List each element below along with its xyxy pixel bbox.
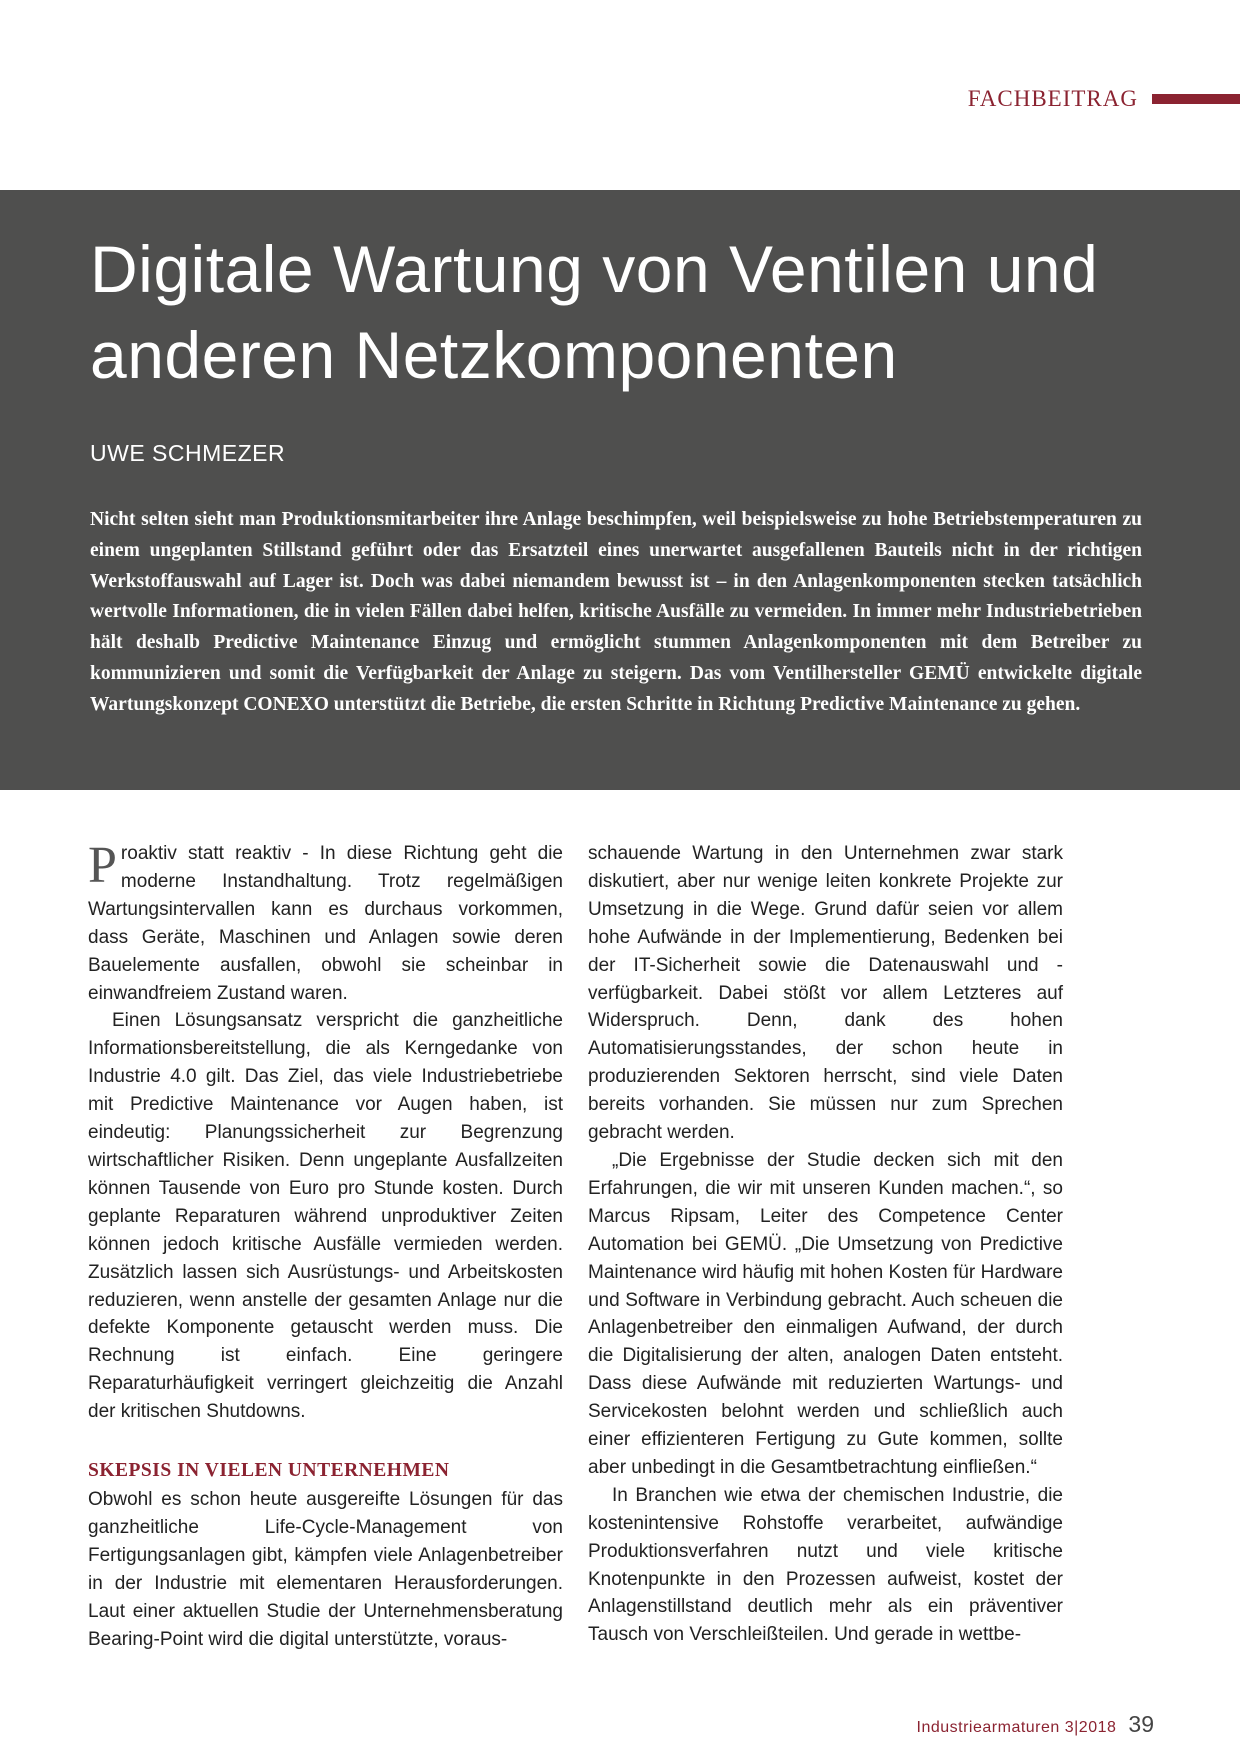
body-paragraph-1 [88, 837, 563, 1007]
page-footer [917, 1711, 1154, 1738]
magazine-issue: Industriearmaturen 3|2018 [916, 1719, 1117, 1736]
article-author: UWE SCHMEZER [90, 440, 286, 466]
section-tag [968, 84, 1240, 114]
body-paragraph-2: Einen Lösungsansatz verspricht die ganzheitliche Informationsbereitstellung, die als Kerngedanke von Industrie 4.0 gilt. Das Ziel, das viele Industriebetriebe mit Predictive Maintenance vor Augen haben, ist eindeutig: Planungssicherheit zur Begrenzung wirtschaftlicher Risiken. Denn ungeplante Ausfallzeiten können Tausende von Euro pro Stunde kosten. Durch geplante Reparaturen während unproduktiver Zeiten können jedoch kritische Ausfälle vermieden werden. Zusätzlich lassen sich Ausrüstungs- und Arbeitskosten reduzieren, wenn anstelle der gesamten Anlage nur die defekte Komponente getauscht werden muss. Die Rechnung ist einfach. Eine geringere Reparaturhäufigkeit verringert gleichzeitig die Anzahl der kritischen Shutdowns. [88, 1010, 563, 1423]
page-number: 39 [1128, 1711, 1154, 1737]
section-accent-bar [1152, 94, 1240, 104]
article-title: Digitale Wartung von Ventilen und anderen Netzkomponenten [90, 232, 1099, 392]
body-paragraph-5: „Die Ergebnisse der Studie decken sich mit den Erfahrungen, die wir mit unseren Kunden machen.“, so Marcus Ripsam, Leiter des Competence Center Automation bei GEMÜ. „Die Umsetzung von Predictive Maintenance wird häufig mit hohen Kosten für Hardware und Software in Verbindung gebracht. Auch scheuen die Anlagenbetreiber den einmaligen Aufwand, der durch die Digitalisierung der alten, analogen Daten entsteht. Dass diese Aufwände mit reduzierten Wartungs- und Servicekosten belohnt werden und schließlich auch einer effizienteren Fertigung zu Gute kommen, sollte aber unbedingt in die Gesamtbetrachtung einfließen.“ [588, 1149, 1063, 1478]
body-paragraph-1-text: roaktiv statt reaktiv - In diese Richtung geht die moderne Instandhaltung. Trotz regelmäßigen Wartungsintervallen kann es durchaus vorkommen, dass Geräte, Maschinen und Anlagen sowie deren Bauelemente ausfallen, obwohl sie scheinbar in einwandfreiem Zustand waren. [88, 843, 563, 1004]
drop-cap: P [88, 837, 117, 894]
body-column-left [88, 837, 563, 1653]
article-lead: Nicht selten sieht man Produktionsmitarbeiter ihre Anlage beschimpfen, weil beispielsweise zu hohe Betriebstemperaturen zu einem ungeplanten Stillstand geführt oder das Ersatzteil eines unerwartet ausgefallenen Bauteils nicht in der richtigen Werkstoffauswahl auf Lager ist. Doch was dabei niemandem bewusst ist – in den Anlagenkomponenten stecken tatsächlich wertvolle Informationen, die in vielen Fällen dabei helfen, kritische Ausfälle zu vermeiden. In immer mehr Industriebetrieben hält deshalb Predictive Maintenance Einzug und ermöglicht stummen Anlagenkomponenten mit dem Betreiber zu kommunizieren und somit die Verfügbarkeit der Anlage zu steigern. Das vom Ventilhersteller GEMÜ entwickelte digitale Wartungskonzept CONEXO unterstützt die Betriebe, die ersten Schritte in Richtung Predictive Maintenance zu gehen. [90, 509, 1142, 715]
body-paragraph-6: In Branchen wie etwa der chemischen Industrie, die kostenintensive Rohstoffe verarbeitet, aufwändige Produktionsverfahren nutzt und viele kritische Knotenpunkte in den Prozessen aufweist, kostet der Anlagenstillstand deutlich mehr als ein präventiver Tausch von Verschleißteilen. Und gerade in wettbe- [588, 1484, 1063, 1646]
body-column-right [588, 840, 1063, 1649]
body-paragraph-4: schauende Wartung in den Unternehmen zwar stark diskutiert, aber nur wenige leiten konkrete Projekte zur Umsetzung in die Wege. Grund dafür seien vor allem hohe Aufwände in der Implementierung, Bedenken bei der IT-Sicherheit sowie die Datenauswahl und -verfügbarkeit. Dabei stößt vor allem Letzteres auf Widerspruch. Denn, dank des hohen Automatisierungsstandes, der schon heute in produzierenden Sektoren herrscht, sind viele Daten bereits vorhanden. Sie müssen nur zum Sprechen gebracht werden. [588, 843, 1063, 1144]
article-header [0, 190, 1240, 790]
section-subhead: SKEPSIS IN VIELEN UNTERNEHMEN [88, 1460, 450, 1482]
body-paragraph-3: Obwohl es schon heute ausgereifte Lösungen für das ganzheitliche Life-Cycle-Management von Fertigungsanlagen gibt, kämpfen viele Anlagenbetreiber in der Industrie mit elementaren Herausforderungen. Laut einer aktuellen Studie der Unternehmensberatung Bearing-Point wird die digital unterstützte, voraus- [88, 1489, 563, 1650]
section-label: FACHBEITRAG [967, 86, 1138, 111]
